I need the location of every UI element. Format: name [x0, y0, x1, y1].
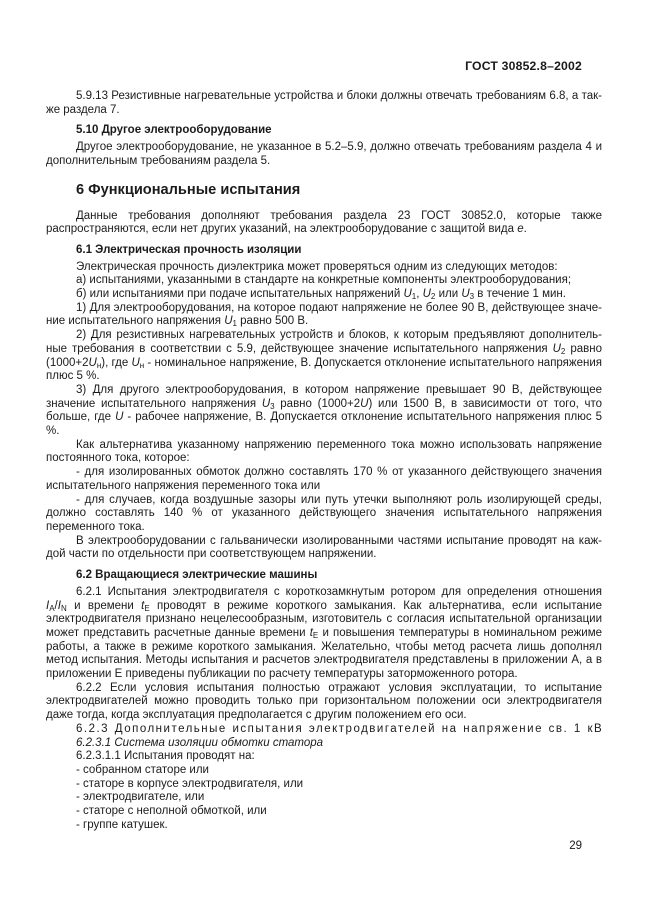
page-number: 29: [569, 840, 582, 852]
paragraph: 6.2.1 Испытания электродвигателя с короткозамкнутым ротором для определения отношения $I_A/I_N$ и времени $t_E$ проводят в режиме короткого замыкания. Как альтернатива, если испытание электродвигателя признано нецелесообразным, изготовитель с согласия испытательной организации может представить расчетные данные времени $t_E$ и повышения температуры в номинальном режиме работы, а также в режиме короткого замыкания. Желательно, чтобы метод расчета лишь дополнял метод испытания. Методы испытания и расчетов электродвигателя представлены в приложении А, а в приложении Е приведены публикации по расчету температуры заторможенного ротора.: [46, 585, 602, 681]
list-item: - статоре в корпусе электродвигателя, или: [76, 777, 304, 790]
paragraph: Другое электрооборудование, не указанное в 5.2–5.9, должно отвечать требованиям раздела 4 и дополнительным требованиям раздела 5.: [46, 141, 602, 167]
section-heading: 6.2 Вращающиеся электрические машины: [76, 569, 318, 582]
paragraph: Электрическая прочность диэлектрика может проверяться одним из следующих методов:: [76, 260, 558, 273]
paragraph: Данные требования дополняют требования раздела 23 ГОСТ 30852.0, которые также распространяются, если нет других указаний, на электрооборудование с защитой вида е.: [46, 209, 602, 236]
document-body: [46, 90, 602, 832]
paragraph: 3) Для другого электрооборудования, в котором напряжение превышает 90 В, действующее значение испытательного напряжения $U_3$ равно (1000+2U) или 1500 В, в зависимости от того, что больше, где U - рабочее напряжение, В. Допускается отклонение испытательного напряжения плюс 5 %.: [46, 383, 602, 438]
paragraph: 6.2.3.1.1 Испытания проводят на:: [76, 750, 255, 763]
list-item: - группе катушек.: [76, 818, 168, 831]
paragraph: Как альтернатива указанному напряжению переменного тока можно использовать напряжение постоянного тока, которое:: [46, 438, 602, 465]
paragraph: 2) Для резистивных нагревательных устройств и блоков, к которым предъявляют дополнительные требования в соответствии с 5.9, действующее значение испытательного напряжения $U_2$ равно $(1000+2U_н)$, где $U_н$ - номинальное напряжение, В. Допускается отклонение испытательного напряжения плюс 5 %.: [46, 329, 603, 383]
subsection-heading: 6.2.3 Дополнительные испытания электродвигателей на напряжение св. 1 кВ: [76, 722, 604, 735]
list-item: - для случаев, когда воздушные зазоры или путь утечки выполняют роль изолирующей среды, должно составлять 140 % от указанного действующего значения испытательного напряжения переменного тока.: [46, 493, 602, 533]
list-item: а) испытаниями, указанными в стандарте на конкретные компоненты электрооборудования;: [76, 274, 572, 287]
paragraph: 6.2.2 Если условия испытания полностью отражают условия эксплуатации, то испытание электродвигателей можно проводить только при горизонтальном положении оси электродвигателя даже тогда, когда эксплуатация предполагается с другим положением его оси.: [46, 681, 602, 722]
document-code-header: ГОСТ 30852.8–2002: [465, 59, 582, 73]
list-item: - для изолированных обмоток должно составлять 170 % от указанного действующего значения испытательного напряжения переменного тока или: [46, 466, 602, 492]
paragraph: 5.9.13 Резистивные нагревательные устройства и блоки должны отвечать требованиям 6.8, а также раздела 7.: [46, 90, 602, 116]
chapter-heading: 6 Функциональные испытания: [76, 181, 301, 198]
list-item: - статоре с неполной обмоткой, или: [76, 805, 267, 818]
section-heading: 6.1 Электрическая прочность изоляции: [76, 243, 302, 256]
list-item: б) или испытаниями при подаче испытательных напряжений $U_1$, $U_2$ или $U_3$ в течение 1 мин.: [76, 288, 566, 302]
paragraph: 1) Для электрооборудования, на которое подают напряжение не более 90 В, действующее значение испытательного напряжения $U_1$ равно 500 В.: [46, 301, 602, 329]
list-item: - собранном статоре или: [76, 763, 209, 776]
list-item: - электродвигателе, или: [76, 791, 205, 804]
section-heading: 5.10 Другое электрооборудование: [76, 124, 272, 137]
paragraph: В электрооборудовании с гальванически изолированными частями испытание проводят на каждой части по отдельности при соответствующем напряжении.: [46, 534, 602, 561]
subsection-heading-italic: 6.2.3.1 Система изоляции обмотки статора: [76, 736, 324, 749]
